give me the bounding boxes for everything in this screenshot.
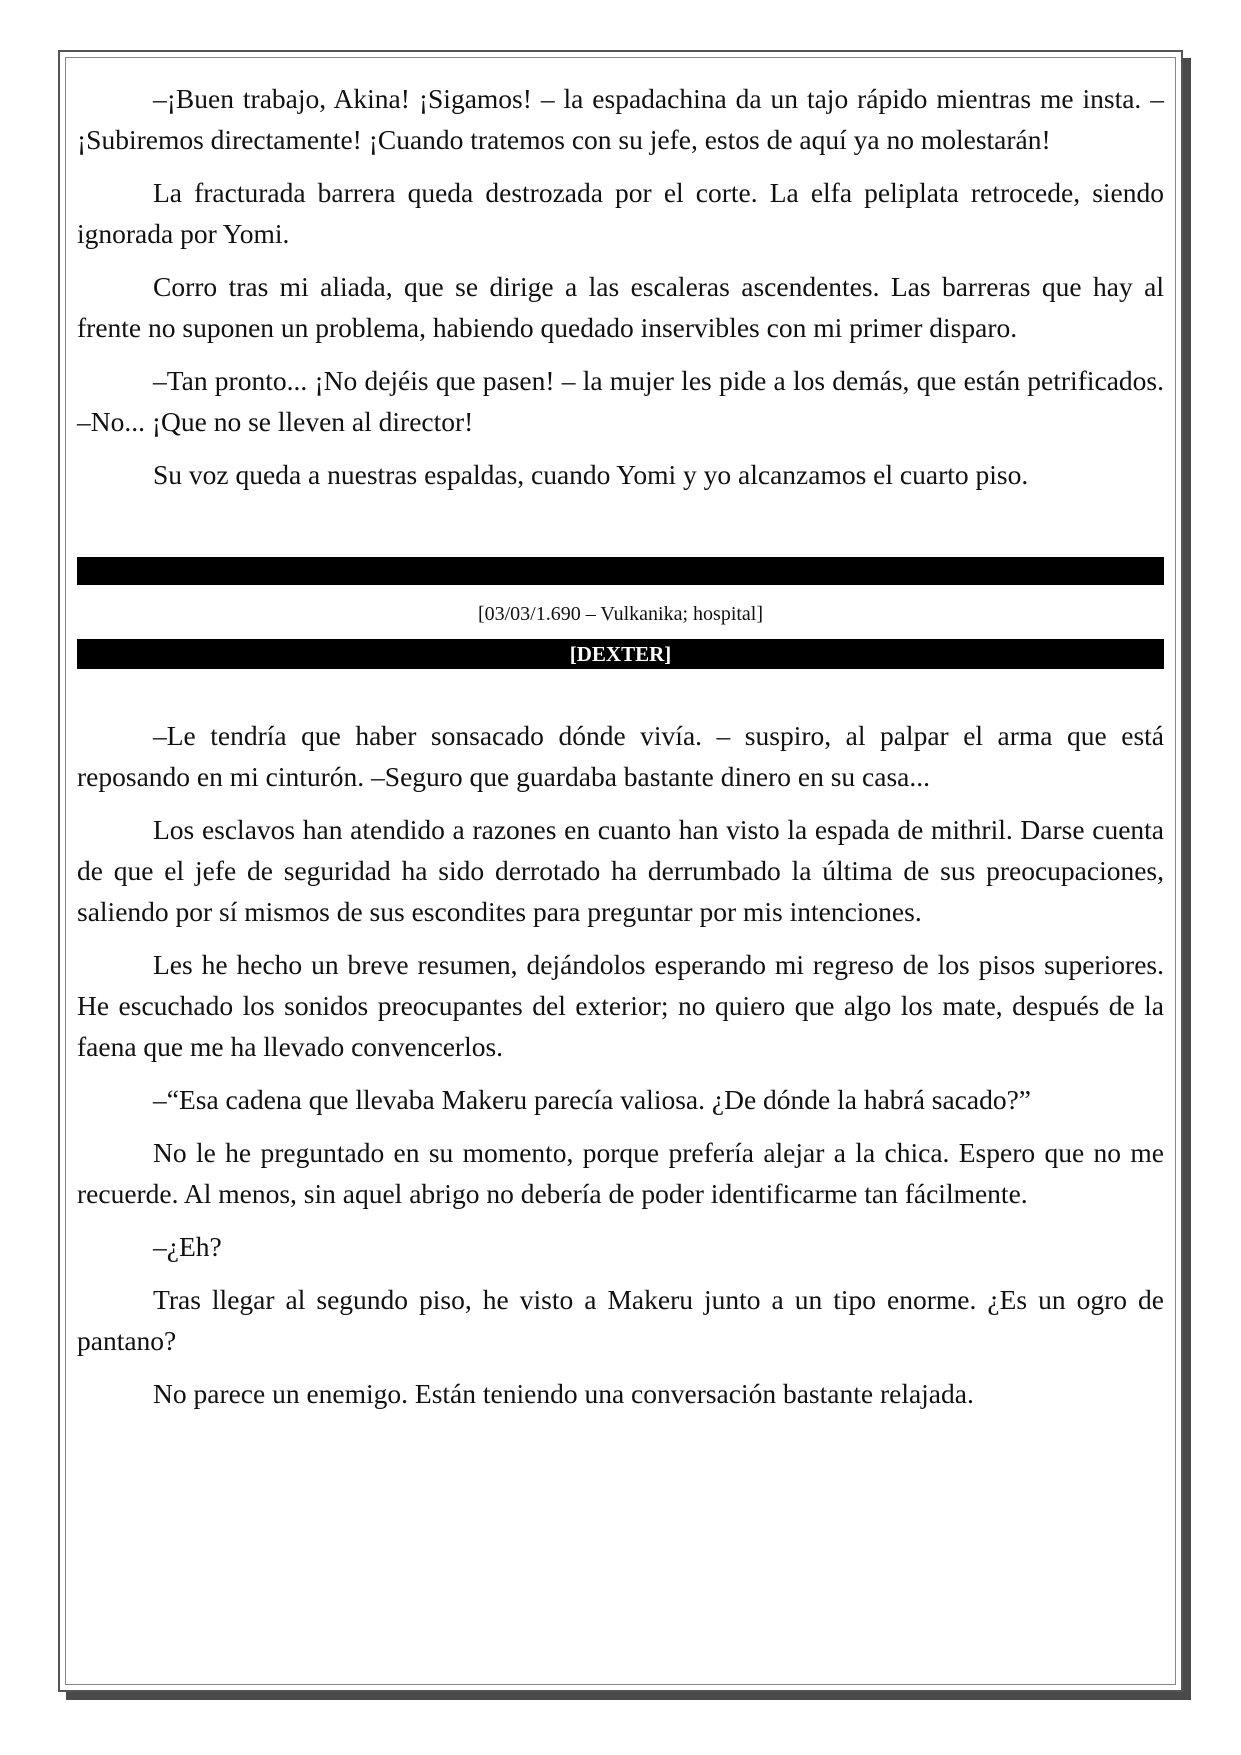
scene-dateline: [03/03/1.690 – Vulkanika; hospital]: [477, 603, 764, 625]
pov-name-banner: [DEXTER]: [77, 639, 1164, 669]
paragraph: Corro tras mi aliada, que se dirige a las escaleras ascendentes. Las barreras que hay al frente no suponen un problema, habiendo quedado inservibles con mi primer disparo.: [77, 271, 1164, 343]
paragraph: –“Esa cadena que llevaba Makeru parecía valiosa. ¿De dónde la habrá sacado?”: [153, 1084, 1031, 1115]
paragraph: Los esclavos han atendido a razones en cuanto han visto la espada de mithril. Darse cuenta de que el jefe de seguridad ha sido derrotado ha derrumbado la última de sus preocupaciones, saliendo por sí mismos de sus escondites para preguntar por mis intenciones.: [77, 814, 1164, 927]
paragraph: –¡Buen trabajo, Akina! ¡Sigamos! – la espadachina da un tajo rápido mientras me insta. –¡Subiremos directamente! ¡Cuando tratemos con su jefe, estos de aquí ya no molestarán!: [77, 83, 1164, 155]
paragraph: No le he preguntado en su momento, porque prefería alejar a la chica. Espero que no me recuerde. Al menos, sin aquel abrigo no debería de poder identificarme tan fácilmente.: [77, 1137, 1164, 1209]
paragraph: No parece un enemigo. Están teniendo una conversación bastante relajada.: [153, 1378, 974, 1409]
paragraph: –¿Eh?: [153, 1231, 222, 1262]
paragraph: –Le tendría que haber sonsacado dónde vivía. – suspiro, al palpar el arma que está reposando en mi cinturón. –Seguro que guardaba bastante dinero en su casa...: [77, 720, 1164, 792]
paragraph: La fracturada barrera queda destrozada por el corte. La elfa peliplata retrocede, siendo ignorada por Yomi.: [77, 177, 1164, 249]
paragraph: Tras llegar al segundo piso, he visto a Makeru junto a un tipo enorme. ¿Es un ogro de pantano?: [77, 1284, 1164, 1356]
paragraph: Su voz queda a nuestras espaldas, cuando Yomi y yo alcanzamos el cuarto piso.: [153, 459, 1029, 490]
section-gap: [77, 669, 1164, 715]
section-1: [77, 78, 1164, 495]
paragraph: –Tan pronto... ¡No dejéis que pasen! – la mujer les pide a los demás, que están petrificados. –No... ¡Que no se lleven al director!: [77, 365, 1164, 437]
section-divider-bar: [77, 557, 1164, 585]
page-content: [77, 78, 1164, 1426]
section-2: [77, 715, 1164, 1414]
section-gap: [77, 507, 1164, 557]
page-frame: [58, 50, 1183, 1692]
paragraph: Les he hecho un breve resumen, dejándolos esperando mi regreso de los pisos superiores. He escuchado los sonidos preocupantes del exterior; no quiero que algo los mate, después de la faena que me ha llevado convencerlos.: [77, 949, 1164, 1062]
